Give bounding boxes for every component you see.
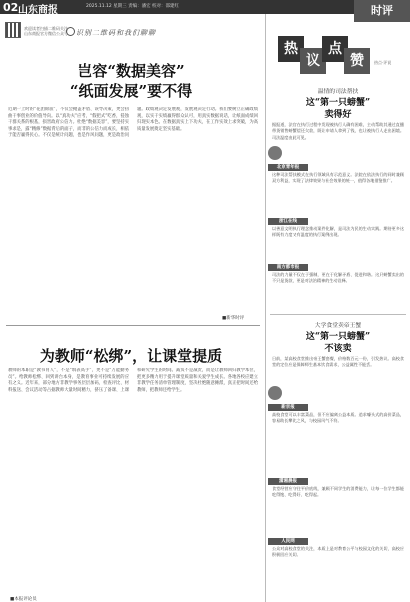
item2-body: 日前，某高校食堂推出帝王蟹套餐，价格数百元一份，引发热议。高校食堂的定位应是保障师生基本饮食需求，公益属性不能丢。 xyxy=(272,356,404,368)
column-divider xyxy=(265,14,266,602)
article1-title-line2: “纸面发展”要不得 xyxy=(69,82,193,100)
logo-char-1: 热 xyxy=(278,36,304,62)
xinjing-body: 高校食堂可以丰富菜品，但不应偏离公益本质。追求噱头式的高价菜品，容易助长攀比之风，与校园风气不符。 xyxy=(272,412,404,424)
logo-char-2: 议 xyxy=(300,48,326,74)
source-label-xiaoxiang: 潇湘晨报 xyxy=(268,478,308,485)
source-label-nanfang: 南方都市报 xyxy=(268,264,308,271)
article-divider xyxy=(6,325,260,326)
logo-char-4: 赞 xyxy=(344,48,370,74)
masthead-bar xyxy=(0,0,410,14)
item1-body: 据报道，法官在执行过程中发现被执行人确有困难，主动帮助其通过直播带货销售螃蟹偿还欠款，既让申请人拿到了钱，也让被执行人走出困境。司法温度由此可见。 xyxy=(272,122,404,140)
item1-title-line1: 这“第一只螃蟹” xyxy=(305,98,371,108)
scan-prompt: 识别二维码和我们聊聊 xyxy=(76,29,156,37)
item2-title-line2: 不该卖 xyxy=(324,344,352,354)
xiaoxiang-body: 食堂经营应守住平价底线，兼顾不同学生的消费能力，让每一位学生都能吃得饱、吃得好、吃得起。 xyxy=(272,486,404,498)
nanfang-body: 司法的力量不仅在于强制，更在于化解矛盾、促进和谐。这只螃蟹卖出的不只是货款，更是对法治精神的生动诠释。 xyxy=(272,272,404,284)
renmin-body: 公众对高校食堂的关注，本质上是对教育公平与校园文化的关切，高校应积极回应关切。 xyxy=(272,546,404,558)
logo-subtitle: 热点·评说 xyxy=(374,60,392,65)
item1-title-line2: 卖得好 xyxy=(324,110,352,120)
qr-caption: 欢迎读者扫描二维码关注山东商报官方微信公众号 xyxy=(24,26,68,36)
section-tab: 时评 xyxy=(354,0,410,22)
qr-code-icon xyxy=(5,22,21,38)
article2-body: 教师的本职是“教书育人”，不是“填表高手”，更不是“万能勤务员”。给教师松绑、回到讲台本身，是教育事业可持续发展的应有之义。近年来，部分地方非教学事务层层加码，检查评比、材料报送、会议活动等占据教师大量时间精力，挤压了备课、上课和研究学生的时间。减负不是减责，而是让教师回归教学本位，把更多精力用于提升课堂质量和关爱学生成长。各地各校应建立非教学任务清单管理制度，坚决杜绝随意摊派，真正把时间还给教师，把教师还给学生。 xyxy=(8,368,258,393)
source-label-renmin: 人民网 xyxy=(268,538,308,545)
right-divider xyxy=(270,314,406,315)
item2-title-line1: 这“第一只螃蟹” xyxy=(305,332,371,342)
zhejiang-body: 以善意文明执行理念推动案件化解，是司法为民的生动实践。期待更多这样既有力度又有温度的执行案例出现。 xyxy=(272,226,404,238)
newspaper-name: 山东商报 xyxy=(18,5,58,16)
logo-char-3: 点 xyxy=(322,36,348,62)
article1-byline: ■新华时评 xyxy=(222,316,245,321)
source-label-zhejiang: 浙江在线 xyxy=(268,218,308,225)
item2-kicker: 大学食堂卖帝王蟹 xyxy=(314,323,362,329)
source-label-beijing: 北京青年报 xyxy=(268,164,308,171)
issue-meta: 2025.11.12 星期三 责编：潘宏 校对：邵建红 xyxy=(86,4,180,9)
beijing-body: 这种司法帮扶模式在执行领域具有示范意义。法院在依法执行的同时兼顾双方利益，实现了法律效果与社会效果的统一，值得各地借鉴推广。 xyxy=(272,172,404,184)
right-column xyxy=(268,86,408,596)
article2-byline: ■本报评论员 xyxy=(10,597,37,602)
source-label-xinjing: 新京报 xyxy=(268,404,308,411)
pen-icon xyxy=(66,27,75,36)
page-number: 02 xyxy=(3,1,19,14)
commentator-avatar-2 xyxy=(268,386,282,400)
item1-kicker: 温情的司法帮扶 xyxy=(317,89,359,95)
article1-body: 近期一上时的“花团锦簇”，不仅会掩盖矛盾、误导决策，更会扭曲干事创业的价值导向。以“真功夫”应考，“假把式”吃香，侵蚀干群关系的根基，损害政府公信力。杜绝“数据美容”，要坚持实事求是，露“精修”数据背后的面子，而非的公信力而成长，相依于能否赢得民心。不仅是统计问题，也是作风问题，更是政治问题。政绩观决定发展观，发展观决定行动。我们要树立正确政绩观，以实干实绩赢得群众认可，用真实数据说话，让纸面成绩回归现实本色。在数据真实上下功夫，在工作实效上求突破，为高质量发展奠定坚实基础。 xyxy=(8,107,258,139)
commentator-avatar xyxy=(268,146,282,160)
article2-title: 为教师“松绑”，让课堂提质 xyxy=(39,347,223,365)
article1-title-line1: 岂容“数据美容” xyxy=(77,62,185,80)
